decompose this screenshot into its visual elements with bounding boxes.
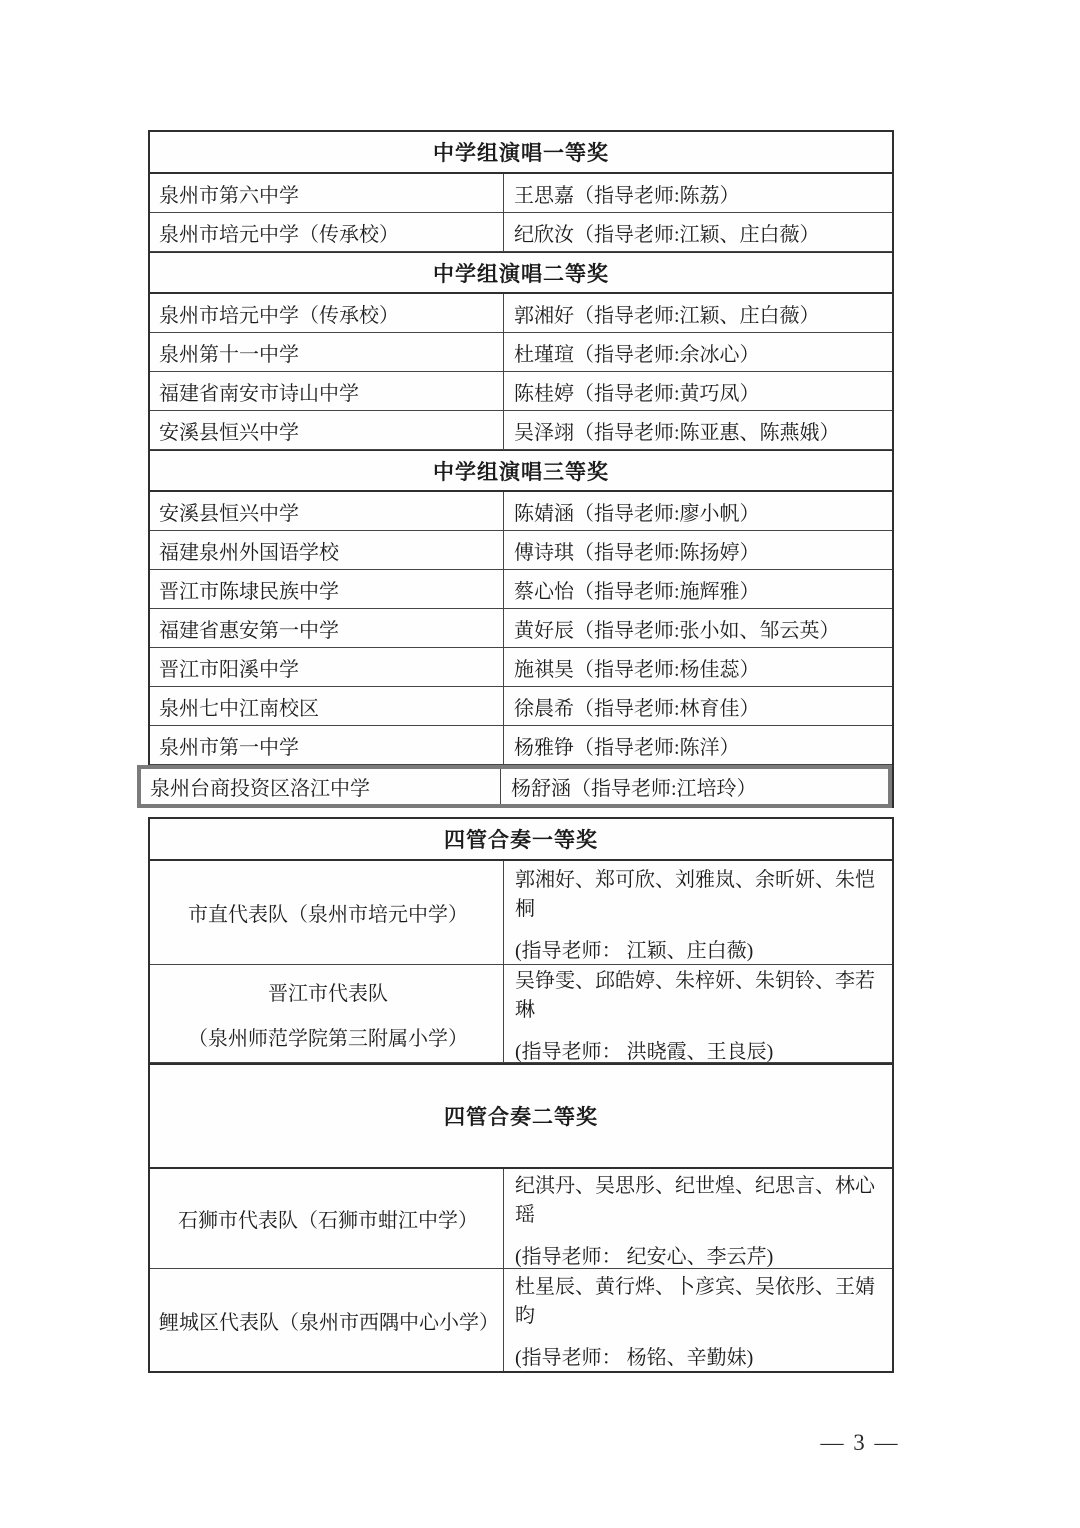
table-row <box>150 372 892 411</box>
table-row <box>150 1269 892 1371</box>
winner-cell: 王思嘉（指导老师:陈荔） <box>514 184 740 207</box>
members-line: 杜星辰、黄行烨、卜彦宾、吴依彤、王婧昀 <box>515 1276 875 1327</box>
members-cell <box>504 965 892 1062</box>
winner-cell: 陈桂婷（指导老师:黄巧凤） <box>514 382 760 405</box>
table-row <box>150 570 892 609</box>
table-row <box>150 1169 892 1269</box>
school-cell: 泉州市第六中学 <box>150 174 504 212</box>
awards-table-vocal <box>148 130 894 808</box>
page-number: — 3 — <box>820 1430 900 1455</box>
team-name-line1: 晋江市代表队 <box>268 982 388 1005</box>
section-header-vocal-third-prize: 中学组演唱三等奖 <box>150 450 892 492</box>
school-cell: 泉州市培元中学（传承校） <box>150 294 504 332</box>
school-cell: 福建省南安市诗山中学 <box>150 372 504 410</box>
members-line: 郭湘好、郑可欣、刘雅岚、余昕妍、朱恺桐 <box>515 868 875 920</box>
winner-cell: 杨雅铮（指导老师:陈洋） <box>514 736 740 759</box>
teachers-line: (指导老师： 纪安心、李云芹) <box>515 1245 774 1268</box>
school-cell: 泉州市培元中学（传承校） <box>150 213 504 251</box>
school-cell: 福建省惠安第一中学 <box>150 609 504 647</box>
team-name-line2: （泉州师范学院第三附属小学） <box>188 1027 468 1050</box>
winner-cell: 黄好辰（指导老师:张小如、邹云英） <box>514 619 840 642</box>
teachers-line: (指导老师： 杨铭、辛勤妹) <box>515 1347 754 1369</box>
members-line: 吴铮雯、邱皓婷、朱梓妍、朱钥铃、李若琳 <box>515 969 875 1021</box>
team-cell: 石狮市代表队（石狮市蚶江中学） <box>150 1169 504 1268</box>
school-cell: 泉州市第一中学 <box>150 726 504 764</box>
table-row <box>150 333 892 372</box>
table-row <box>150 411 892 450</box>
table-row <box>150 648 892 687</box>
table-row <box>150 726 892 765</box>
section-header-vocal-first-prize: 中学组演唱一等奖 <box>150 132 892 174</box>
table-row <box>150 861 892 965</box>
section-header-ensemble-first-prize: 四管合奏一等奖 <box>150 819 892 861</box>
table-row <box>150 492 892 531</box>
school-cell: 安溪县恒兴中学 <box>150 492 504 530</box>
teachers-line: (指导老师： 江颖、庄白薇) <box>515 939 754 962</box>
school-cell: 泉州第十一中学 <box>150 333 504 371</box>
winner-cell: 杜瑾瑄（指导老师:余冰心） <box>514 343 760 366</box>
winner-cell: 杨舒涵（指导老师:江培玲） <box>511 778 757 800</box>
winner-cell: 郭湘好（指导老师:江颖、庄白薇） <box>514 304 820 327</box>
school-cell: 泉州台商投资区洛江中学 <box>141 769 501 804</box>
table-row <box>150 213 892 252</box>
team-cell <box>150 965 504 1062</box>
winner-cell: 陈婧涵（指导老师:廖小帆） <box>514 502 760 525</box>
members-cell <box>504 861 892 964</box>
members-line: 纪淇丹、吴思彤、纪世煌、纪思言、林心瑶 <box>515 1174 875 1226</box>
section-header-vocal-second-prize: 中学组演唱二等奖 <box>150 252 892 294</box>
awards-table-ensemble <box>148 817 894 1373</box>
winner-cell: 蔡心怡（指导老师:施辉雅） <box>514 580 760 603</box>
winner-cell: 徐晨希（指导老师:林育佳） <box>514 697 760 720</box>
team-cell: 鲤城区代表队（泉州市西隅中心小学） <box>150 1269 504 1371</box>
team-cell: 市直代表队（泉州市培元中学） <box>150 861 504 964</box>
winner-cell: 施祺昊（指导老师:杨佳蕊） <box>514 658 760 681</box>
school-cell: 福建泉州外国语学校 <box>150 531 504 569</box>
table-row <box>150 531 892 570</box>
school-cell: 安溪县恒兴中学 <box>150 411 504 449</box>
table-row <box>150 687 892 726</box>
table-row-highlighted <box>137 765 892 808</box>
section-header-ensemble-second-prize: 四管合奏二等奖 <box>150 1063 892 1169</box>
teachers-line: (指导老师： 洪晓霞、王良辰) <box>515 1040 774 1063</box>
table-row <box>150 294 892 333</box>
members-cell <box>504 1169 892 1268</box>
winner-cell: 纪欣汝（指导老师:江颖、庄白薇） <box>514 223 820 246</box>
school-cell: 晋江市阳溪中学 <box>150 648 504 686</box>
table-row <box>150 174 892 213</box>
winner-cell: 吴泽翊（指导老师:陈亚惠、陈燕娥） <box>514 421 840 444</box>
table-row <box>150 965 892 1063</box>
winner-cell: 傅诗琪（指导老师:陈扬婷） <box>514 541 760 564</box>
members-cell <box>504 1269 892 1371</box>
school-cell: 晋江市陈埭民族中学 <box>150 570 504 608</box>
table-row <box>150 609 892 648</box>
school-cell: 泉州七中江南校区 <box>150 687 504 725</box>
